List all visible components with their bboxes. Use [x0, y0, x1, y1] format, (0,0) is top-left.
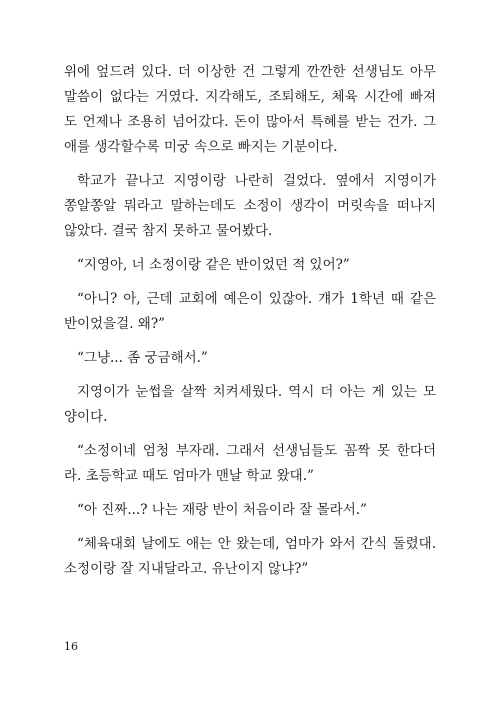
text-line: 애를 생각할수록 미궁 속으로 빠지는 기분이다.: [64, 139, 338, 155]
paragraph: [64, 287, 436, 337]
paragraph: [64, 346, 436, 371]
page-number: 16: [64, 640, 78, 653]
text-line: 지영이가 눈썹을 살짝 치켜세웠다. 역시 더 아는 게 있는 모: [77, 384, 436, 400]
text-line: 위에 엎드려 있다. 더 이상한 건 그렇게 깐깐한 선생님도 아무: [64, 64, 436, 80]
text-line: “지영아, 너 소정이랑 같은 반이었던 적 있어?”: [77, 257, 350, 273]
paragraph: [64, 253, 436, 278]
text-line: 라. 초등학교 때도 엄마가 맨날 학교 왔대.”: [64, 468, 314, 484]
text-line: “아 진짜...? 나는 재랑 반이 처음이라 잘 몰라서.”: [77, 502, 367, 518]
paragraph: [64, 380, 436, 430]
text-line: 학교가 끝나고 지영이랑 나란히 걸었다. 옆에서 지영이가: [77, 173, 436, 189]
text-line: “그냥... 좀 궁금해서.”: [77, 350, 208, 366]
text-line: 도 언제나 조용히 넘어갔다. 돈이 많아서 특혜를 받는 건가. 그: [64, 114, 436, 130]
text-line: 양이다.: [64, 409, 108, 425]
text-line: 말씀이 없다는 거였다. 지각해도, 조퇴해도, 체육 시간에 빠져: [64, 89, 436, 105]
paragraph: [64, 169, 436, 244]
text-line: 소정이랑 잘 지내달라고. 유난이지 않냐?”: [64, 561, 309, 577]
paragraph: [64, 498, 436, 523]
text-line: 쫑알쫑알 뭐라고 말하는데도 소정이 생각이 머릿속을 떠나지: [64, 198, 436, 214]
text-line: 반이었을걸. 왜?”: [64, 316, 165, 332]
paragraph: [64, 60, 436, 160]
paragraph: [64, 532, 436, 582]
paragraph: [64, 439, 436, 489]
text-line: “소정이네 엄청 부자래. 그래서 선생님들도 꼼짝 못 한다더: [77, 443, 436, 459]
text-line: 않았다. 결국 참지 못하고 물어봤다.: [64, 223, 273, 239]
body-text: [64, 60, 436, 582]
text-line: “아니? 아, 근데 교회에 예은이 있잖아. 걔가 1학년 때 같은: [77, 291, 436, 307]
text-line: “체육대회 날에도 애는 안 왔는데, 엄마가 와서 간식 돌렸대.: [77, 536, 436, 552]
